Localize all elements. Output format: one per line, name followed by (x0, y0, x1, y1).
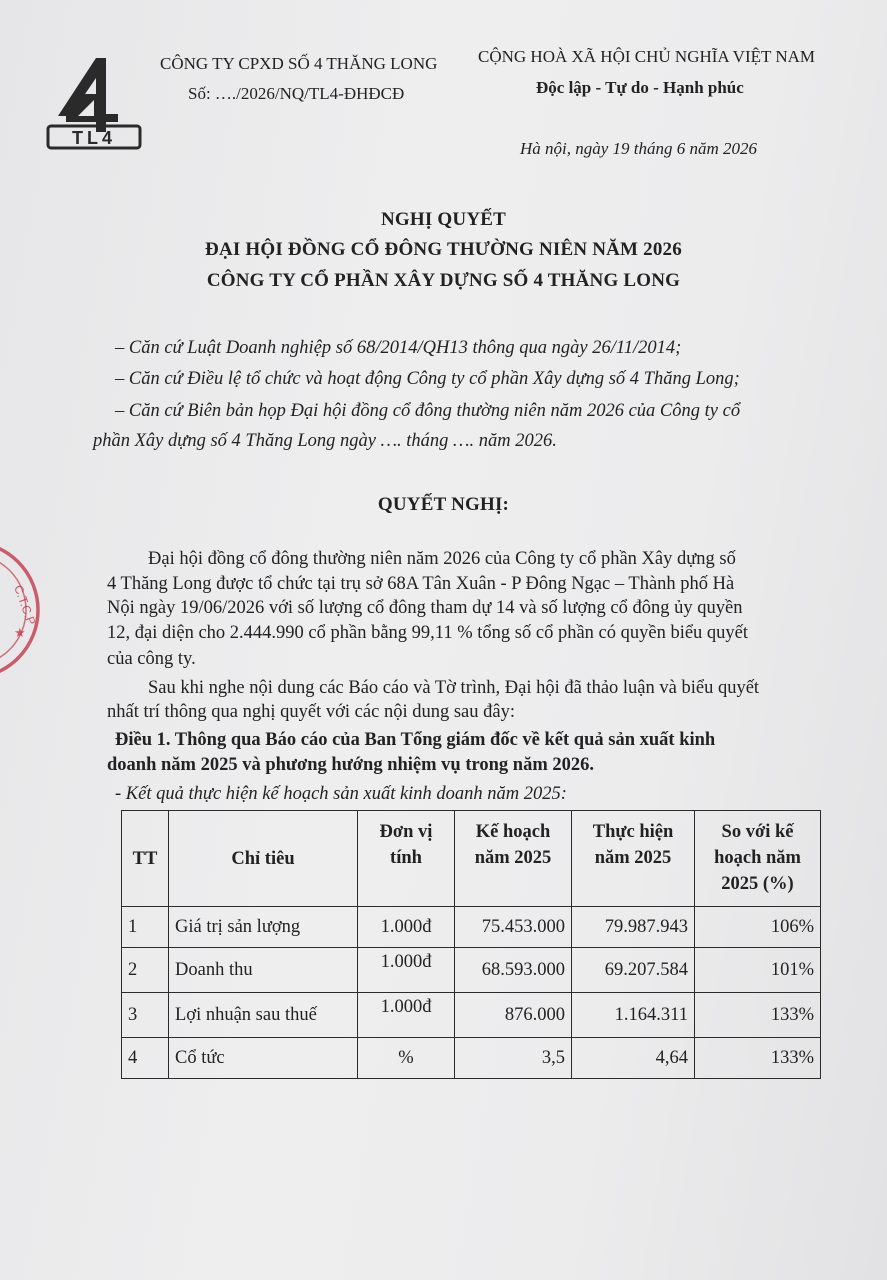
cell-tt: 4 (122, 1038, 169, 1079)
decision-heading: QUYẾT NGHỊ: (377, 494, 510, 515)
header-plan (455, 811, 572, 907)
cell-plan: 3,5 (455, 1038, 572, 1079)
document-subtitle-2: CÔNG TY CỔ PHẦN XÂY DỰNG SỐ 4 THĂNG LONG (206, 270, 681, 291)
cell-percent: 133% (695, 1038, 821, 1079)
header-unit-line: Đơn vị (379, 822, 433, 842)
cell-actual: 1.164.311 (572, 993, 695, 1038)
results-caption: - Kết quả thực hiện kế hoạch sản xuất kinh doanh năm 2025: (115, 784, 567, 804)
document-title: NGHỊ QUYẾT (381, 209, 506, 230)
intro-line: 12, đại diện cho 2.444.990 cổ phần bằng 99,11 % tổng số cổ phần có quyền biểu quyết (107, 623, 749, 643)
basis-item: – Căn cứ Luật Doanh nghiệp số 68/2014/QH13 thông qua ngày 26/11/2014; (115, 338, 682, 358)
cell-indicator: Doanh thu (169, 948, 358, 993)
article-1-heading-continuation: doanh năm 2025 và phương hướng nhiệm vụ trong năm 2026. (107, 755, 594, 775)
seal-text: C.T.C.P (11, 583, 39, 627)
basis-item-continuation: phần Xây dựng số 4 Thăng Long ngày …. tháng …. năm 2026. (93, 431, 557, 451)
cell-actual: 4,64 (572, 1038, 695, 1079)
cell-plan: 68.593.000 (455, 948, 572, 993)
cell-indicator: Giá trị sản lượng (169, 907, 358, 948)
header-actual-line: Thực hiện (592, 822, 674, 842)
header-percent-line: 2025 (%) (721, 874, 794, 894)
nation-title: CỘNG HOÀ XÃ HỘI CHỦ NGHĨA VIỆT NAM (478, 47, 816, 66)
cell-indicator: Cổ tức (169, 1038, 358, 1079)
cell-unit: 1.000đ (358, 993, 455, 1038)
table-header-row (122, 811, 821, 907)
header-unit-line: tính (390, 848, 422, 868)
intro-line: Đại hội đồng cổ đông thường niên năm 2026 của Công ty cổ phần Xây dựng số (148, 549, 736, 569)
table-row (122, 1038, 821, 1079)
intro-line: của công ty. (107, 649, 196, 669)
company-seal (0, 535, 40, 685)
logo-text: TL4 (71, 128, 117, 148)
results-table (121, 810, 821, 1079)
header-percent (695, 811, 821, 907)
header-actual (572, 811, 695, 907)
basis-item: – Căn cứ Biên bản họp Đại hội đồng cổ đông thường niên năm 2026 của Công ty cổ (115, 401, 741, 421)
cell-percent: 106% (695, 907, 821, 948)
national-motto: Độc lập - Tự do - Hạnh phúc (536, 78, 744, 97)
cell-unit: 1.000đ (358, 907, 455, 948)
seal-star-icon: ★ (14, 625, 26, 640)
company-logo (44, 58, 144, 152)
header-plan-line: Kế hoạch (475, 822, 551, 842)
cell-percent: 133% (695, 993, 821, 1038)
intro-line: Nội ngày 19/06/2026 với số lượng cổ đông tham dự 14 và số lượng cổ đông ủy quyền (107, 598, 743, 618)
article-1-heading: Điều 1. Thông qua Báo cáo của Ban Tổng giám đốc về kết quả sản xuất kinh (115, 730, 716, 750)
cell-unit: % (358, 1038, 455, 1079)
cell-tt: 1 (122, 907, 169, 948)
header-tt: TT (122, 811, 169, 907)
cell-tt: 2 (122, 948, 169, 993)
cell-plan: 876.000 (455, 993, 572, 1038)
basis-item: – Căn cứ Điều lệ tổ chức và hoạt động Công ty cổ phần Xây dựng số 4 Thăng Long; (115, 369, 740, 389)
header-actual-line: năm 2025 (594, 848, 672, 868)
table-row (122, 993, 821, 1038)
procedure-line: nhất trí thông qua nghị quyết với các nội dung sau đây: (107, 702, 515, 722)
table-row (122, 907, 821, 948)
cell-actual: 69.207.584 (572, 948, 695, 993)
company-name: CÔNG TY CPXD SỐ 4 THĂNG LONG (160, 54, 438, 73)
cell-actual: 79.987.943 (572, 907, 695, 948)
intro-line: 4 Thăng Long được tổ chức tại trụ sở 68A Tân Xuân - P Đông Ngạc – Thành phố Hà (107, 574, 735, 594)
date-line: Hà nội, ngày 19 tháng 6 năm 2026 (520, 139, 758, 158)
document-number: Số: …./2026/NQ/TL4-ĐHĐCĐ (188, 84, 405, 103)
cell-tt: 3 (122, 993, 169, 1038)
cell-plan: 75.453.000 (455, 907, 572, 948)
table-row (122, 948, 821, 993)
header-plan-line: năm 2025 (474, 848, 552, 868)
procedure-line: Sau khi nghe nội dung các Báo cáo và Tờ trình, Đại hội đã thảo luận và biểu quyết (148, 678, 760, 698)
header-percent-line: hoạch năm (714, 848, 801, 868)
cell-percent: 101% (695, 948, 821, 993)
cell-indicator: Lợi nhuận sau thuế (169, 993, 358, 1038)
header-unit (358, 811, 455, 907)
header-indicator: Chỉ tiêu (169, 811, 358, 907)
cell-unit: 1.000đ (358, 948, 455, 993)
header-percent-line: So với kế (721, 822, 794, 842)
document-subtitle-1: ĐẠI HỘI ĐỒNG CỔ ĐÔNG THƯỜNG NIÊN NĂM 2026 (205, 239, 682, 260)
